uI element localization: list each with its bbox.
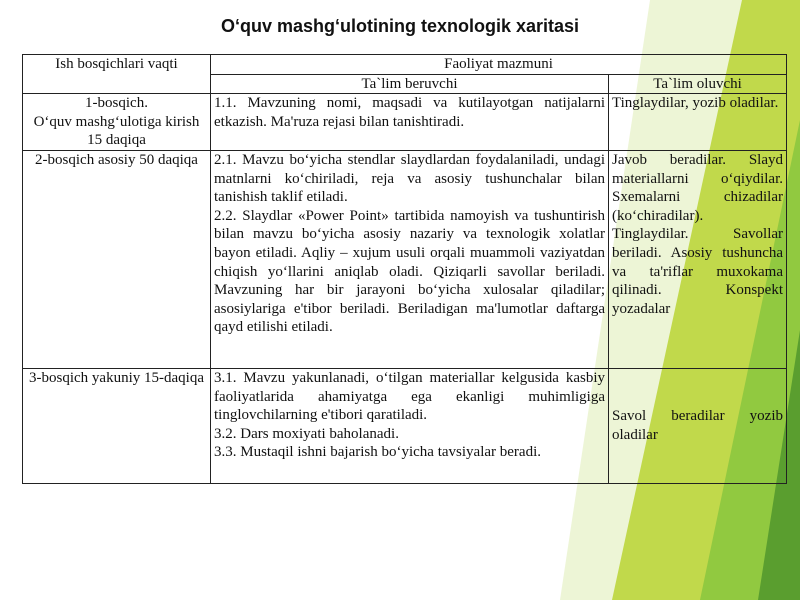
teacher-cell [211,150,609,368]
stage-line: 3-bosqich yakuniy 15-daqiqa [29,369,204,386]
teacher-paragraph: 2.2. Slaydlar «Power Point» tartibida namoyish va tushuntirish bilan mavzu bo‘yicha asosiy nazariy va texnologik xolatlar bayon etiladi. Aqliy – xujum usuli orqali muammoli vaziyatdan chiqish yo‘llarini aniqlab oladi. Qiziqarli savollar beriladi. Mavzuning har bir jarayoni bo‘yicha xulosalar qiladilar; asosiylariga e'tibor beriladi. Beriladigan ma'lumotlar daftarga qayd etilishi etiladi. [214,207,605,336]
stage-line: 1-bosqich. [85,95,148,112]
stage-cell [23,94,211,151]
teacher-paragraph: 1.1. Mavzuning nomi, maqsadi va kutilayotgan natijalarni etkazish. Ma'ruza rejasi bilan tanishtiradi. [214,95,605,130]
table-row [23,94,787,151]
teacher-paragraph: 3.2. Dars moxiyati baholanadi. [214,425,399,442]
header-stage-time: Ish bosqichlari vaqti [23,55,211,94]
teacher-paragraph: 3.3. Mustaqil ishni bajarish bo‘yicha tavsiyalar beradi. [214,444,542,461]
teacher-cell [211,94,609,151]
header-student: Ta`lim oluvchi [609,74,787,94]
student-cell: Javob beradilar. Slayd materiallarni o‘qiydilar. Sxemalarni chizadilar (ko‘chiradilar). Tinglaydilar. Savollar beriladi. Asosiy tushuncha va ta'riflar muxokama qilinadi. Konspekt yozadalar [609,150,787,368]
teacher-paragraph: 2.1. Mavzu bo‘yicha stendlar slaydlardan foydalaniladi, undagi matnlarni ko‘chiriladi, reja va asosiy tushunchalar bilan tanishish taklif etiladi. [214,151,605,206]
table-row [23,368,787,483]
header-activity-content: Faoliyat mazmuni [211,55,787,75]
technology-map-table [22,54,787,484]
teacher-cell [211,368,609,483]
header-row-1 [23,55,787,75]
stage-cell [23,150,211,368]
table-row [23,150,787,368]
student-cell: Savol beradilar yozib oladilar [609,368,787,483]
student-cell: Tinglaydilar, yozib oladilar. [609,94,787,151]
stage-line: O‘quv mashg‘ulotiga kirish 15 daqiqa [33,113,200,149]
stage-line: 2-bosqich asosiy 50 daqiqa [35,151,198,168]
teacher-paragraph: 3.1. Mavzu yakunlanadi, o‘tilgan materiallar kelgusida kasbiy faoliyatlarida ahamiyatga ega ekanligi muhimligiga tinglovchilarning e'tibori qaratiladi. [214,369,605,424]
header-teacher: Ta`lim beruvchi [211,74,609,94]
page-title: O‘quv mashg‘ulotining texnologik xaritasi [220,16,580,36]
stage-cell [23,368,211,483]
